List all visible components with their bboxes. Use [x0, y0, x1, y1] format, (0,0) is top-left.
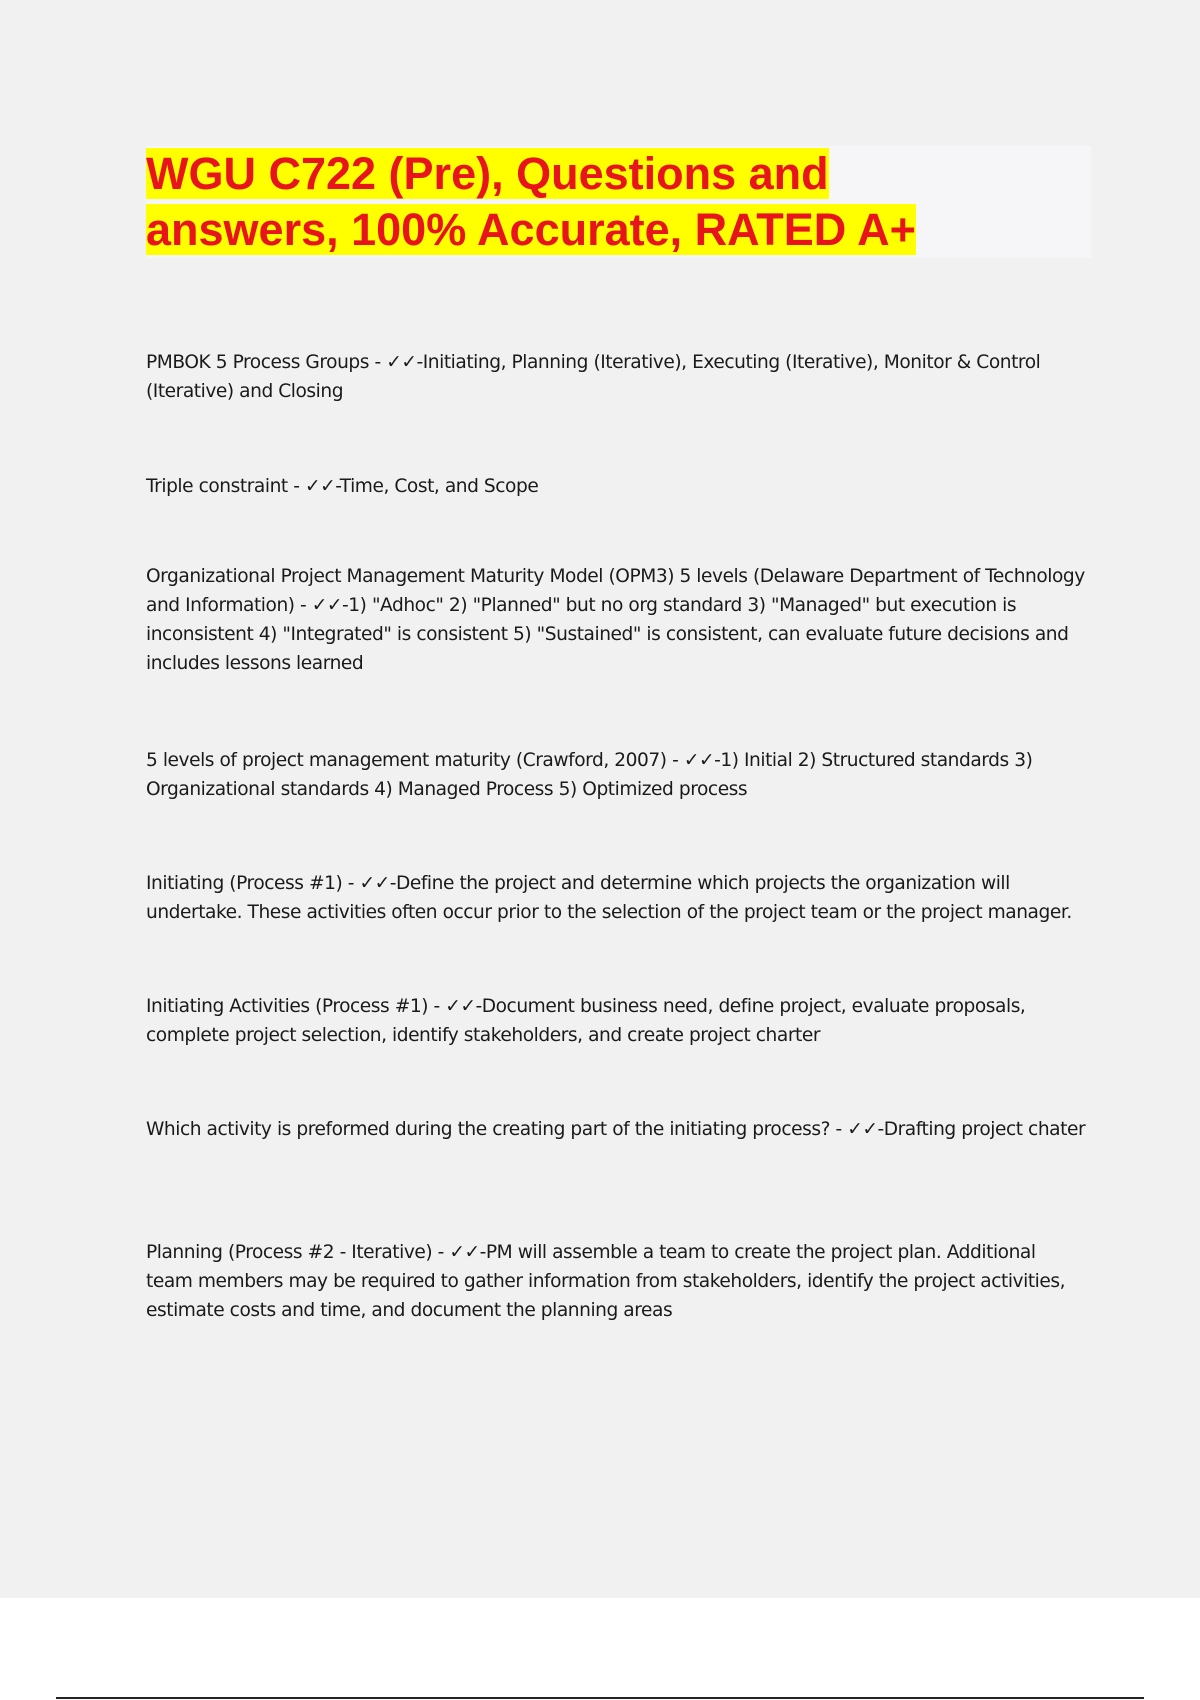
qa-item	[146, 472, 1086, 501]
qa-item	[146, 1115, 1086, 1144]
qa-separator: -	[432, 1242, 450, 1263]
page-divider	[56, 1697, 1144, 1699]
qa-question: Initiating Activities (Process #1)	[146, 996, 429, 1017]
check-icon: ✓✓-	[311, 595, 349, 616]
qa-separator: -	[428, 996, 446, 1017]
qa-answer: Time, Cost, and Scope	[339, 476, 539, 497]
check-icon: ✓✓-	[359, 873, 396, 894]
title-line-1: WGU C722 (Pre), Questions and	[146, 148, 829, 199]
check-icon: ✓✓-	[445, 996, 482, 1017]
qa-item	[146, 992, 1086, 1050]
qa-question: 5 levels of project management maturity (Crawford, 2007)	[146, 750, 667, 771]
qa-item	[146, 746, 1086, 804]
qa-answer: PM will assemble a team to create the project plan. Additional team members may be required to gather information from stakeholders, identify the project activities, estimate costs and time, and document the planning areas	[146, 1242, 1066, 1321]
qa-item	[146, 1238, 1086, 1325]
check-icon: ✓✓-	[683, 750, 721, 771]
qa-question: Which activity is preformed during the creating part of the initiating process?	[146, 1119, 831, 1140]
qa-answer: 1) Initial 2) Structured standards 3) Organizational standards 4) Managed Process 5) Optimized process	[146, 750, 1033, 800]
qa-separator: -	[287, 476, 305, 497]
qa-answer: Define the project and determine which projects the organization will undertake. These activities often occur prior to the selection of the project team or the project manager.	[146, 873, 1072, 923]
qa-answer: 1) "Adhoc" 2) "Planned" but no org standard 3) "Managed" but execution is inconsistent 4) "Integrated" is consistent 5) "Sustained" is consistent, can evaluate future decisions and includes lessons learned	[146, 595, 1069, 674]
qa-separator: -	[369, 352, 387, 373]
qa-separator: -	[666, 750, 684, 771]
check-icon: ✓✓-	[847, 1119, 884, 1140]
qa-item	[146, 348, 1086, 406]
document-title	[146, 146, 1091, 258]
qa-question: Initiating (Process #1)	[146, 873, 343, 894]
qa-answer: Drafting project chater	[883, 1119, 1086, 1140]
qa-question: Organizational Project Management Maturity Model (OPM3) 5 levels (Delaware Department of Technology and Information)	[146, 566, 1085, 616]
qa-answer: Document business need, define project, evaluate proposals, complete project selection, identify stakeholders, and create project charter	[146, 996, 1026, 1046]
qa-item	[146, 562, 1086, 678]
check-icon: ✓✓-	[386, 352, 423, 373]
qa-question: PMBOK 5 Process Groups	[146, 352, 370, 373]
check-icon: ✓✓-	[304, 476, 340, 497]
check-icon: ✓✓-	[449, 1242, 486, 1263]
qa-item	[146, 869, 1086, 927]
qa-question: Planning (Process #2 - Iterative)	[146, 1242, 433, 1263]
qa-question: Triple constraint	[146, 476, 288, 497]
qa-separator: -	[342, 873, 360, 894]
qa-separator: -	[830, 1119, 848, 1140]
qa-separator: -	[294, 595, 312, 616]
title-block	[146, 146, 1091, 258]
qa-answer: Initiating, Planning (Iterative), Executing (Iterative), Monitor & Control (Iterative) and Closing	[146, 352, 1041, 402]
title-line-2: answers, 100% Accurate, RATED A+	[146, 204, 916, 255]
